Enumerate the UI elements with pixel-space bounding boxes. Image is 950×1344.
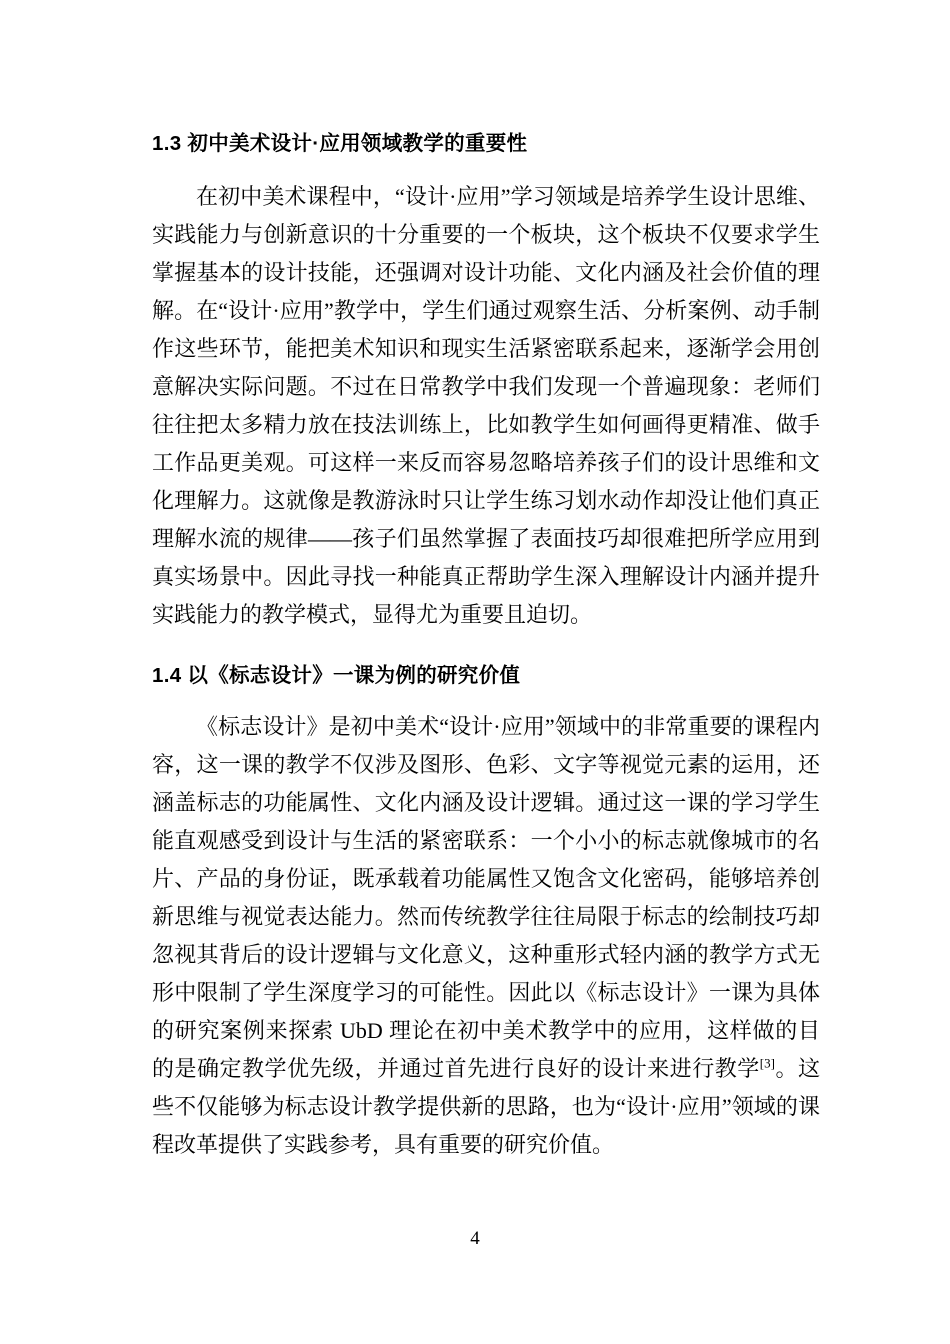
page-number: 4	[470, 1228, 480, 1249]
paragraph-text-part-2: 。这些不仅能够为标志设计教学提供新的思路，也为“设计·应用”领域的课程改革提供了实践参考，具有重要的研究价值。	[152, 1056, 820, 1157]
section-heading-1-4: 1.4 以《标志设计》一课为例的研究价值	[152, 664, 521, 687]
citation-reference-3: [3]	[759, 1055, 775, 1071]
section-1-3-paragraph	[152, 178, 820, 634]
paragraph-text: 在初中美术课程中，“设计·应用”学习领域是培养学生设计思维、实践能力与创新意识的十分重要的一个板块，这个板块不仅要求学生掌握基本的设计技能，还强调对设计功能、文化内涵及社会价值的理解。在“设计·应用”教学中，学生们通过观察生活、分析案例、动手制作这些环节，能把美术知识和现实生活紧密联系起来，逐渐学会用创意解决实际问题。不过在日常教学中我们发现一个普遍现象：老师们往往把太多精力放在技法训练上，比如教学生如何画得更精准、做手工作品更美观。可这样一来反而容易忽略培养孩子们的设计思维和文化理解力。这就像是教游泳时只让学生练习划水动作却没让他们真正理解水流的规律——孩子们虽然掌握了表面技巧却很难把所学应用到真实场景中。因此寻找一种能真正帮助学生深入理解设计内涵并提升实践能力的教学模式，显得尤为重要且迫切。	[152, 184, 820, 627]
section-heading-1-3: 1.3 初中美术设计·应用领域教学的重要性	[152, 132, 528, 155]
section-1-4-paragraph	[152, 708, 820, 1164]
page-content	[152, 128, 820, 1164]
paragraph-text-part-1: 《标志设计》是初中美术“设计·应用”领域中的非常重要的课程内容，这一课的教学不仅涉及图形、色彩、文字等视觉元素的运用，还涵盖标志的功能属性、文化内涵及设计逻辑。通过这一课的学习学生能直观感受到设计与生活的紧密联系：一个小小的标志就像城市的名片、产品的身份证，既承载着功能属性又饱含文化密码，能够培养创新思维与视觉表达能力。然而传统教学往往局限于标志的绘制技巧却忽视其背后的设计逻辑与文化意义，这种重形式轻内涵的教学方式无形中限制了学生深度学习的可能性。因此以《标志设计》一课为具体的研究案例来探索 UbD 理论在初中美术教学中的应用，这样做的目的是确定教学优先级，并通过首先进行良好的设计来进行教学	[152, 714, 820, 1081]
